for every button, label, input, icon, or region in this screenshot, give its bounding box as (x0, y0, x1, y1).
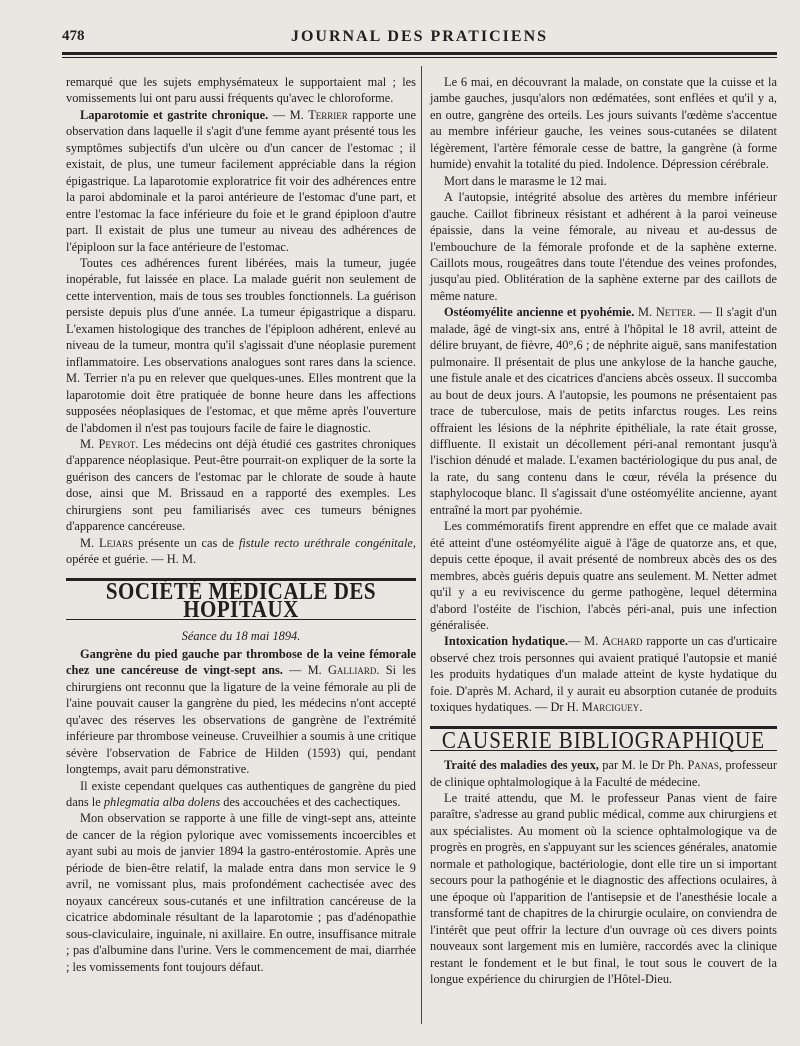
author-name: Lejars (99, 535, 134, 550)
text-fragment: , opérée et guérie. — H. M. (66, 535, 416, 567)
text-fragment: présente un cas de (133, 535, 239, 550)
author-name: Panas (687, 758, 719, 773)
article-traite (430, 757, 777, 790)
section-title: CAUSERIE BIBLIOGRAPHIQUE (441, 725, 766, 754)
text-fragment: des accouchées et des cachectiques. (220, 795, 401, 810)
page-number: 478 (62, 28, 85, 44)
journal-title: JOURNAL DES PRATICIENS (290, 28, 549, 45)
signature-name: Marciguey (581, 700, 640, 715)
paragraph: Le traité attendu, que M. le professeur Panas vient de faire paraître, s'adresse au grand public médical, comme aux chirurgiens et aux spécialistes. Au moment où la science ophtalmologique va de progrès en progrès, en s'appuyant sur les sciences générales, anatomie normale et pathologique, bactériologie, dont elle tire un si important secours pour la pathogénie et le diagnostic des affections oculaires, à une époque où l'apparition de l'antisepsie et de l'anesthésie locale a transformé tant de chapitres de la chirurgie oculaire, on conviendra de l'intérêt que peut offrir la lecture d'un ouvrage où ces divers points nouveaux sont largement mis en lumière, raccordés avec la clinique restant le fondement et le but final, le tout sous le couvert de la longue expérience du chirurgien de l'Hôtel-Dieu. (430, 791, 777, 987)
text-fragment: . (639, 700, 643, 715)
text-fragment: par M. le Dr Ph. (598, 758, 688, 773)
text-fragment: . Les médecins ont déjà étudié ces gastrites chroniques d'apparence néoplasique. Peut-être pourrait-on expliquer de la sorte la guérison des cancers de l'estomac par le chlorate de soude à haute dose, ainsi que M. Brissaud en a rapporté des exemples. Les chirurgiens sont peu familiarisés avec ces tumeurs bénignes d'apparence cancéreuse. (66, 436, 416, 534)
header-rule (62, 52, 777, 55)
article-title: Intoxication hydatique. (444, 634, 568, 649)
section-heading-box (430, 725, 777, 754)
section-title: SOCIÉTÉ MÉDICALE DES HOPITAUX (105, 576, 377, 624)
text-fragment: , professeur de clinique ophtalmologique à la Faculté de médecine. (430, 758, 777, 789)
text-fragment: . — Il s'agit d'un malade, âgé de vingt-six ans, entré à l'hôpital le 18 avril, atteint de délire bruyant, de fièvre, 40°,6 ; de néphrite aiguë, sans manifestation pulmonaire. Il présentait de plus une ankylose de la hanche gauche, une fistule anale et des cicatrices d'anciens abcès osseux. Il succomba au bout de deux jours. A l'autopsie, les poumons ne présentaient pas trace de tuberculose, mais de petits infarctus rouges. Les reins offraient les lésions de la néphrite épithéliale, la rate était grosse, diffluente. Il existait un décollement péri-anal remontant jusqu'à l'ischion dénudé et malade. L'examen bactériologique du pus anal, de la rate, du sang contenu dans le cœur, révéla la présence du staphylocoque blanc. Il s'agissait d'une ostéomyélite ancienne, ayant entraîné la mort par pyohémie. (430, 305, 777, 517)
paragraph: Les commémoratifs firent apprendre en effet que ce malade avait été atteint d'une ostéomyélite aiguë à l'âge de quatorze ans, et que, depuis cette époque, il avait présenté de nombreux abcès des os des membres, abcès guéris depuis quatre ans seulement. M. Netter admet qu'il y a eu reviviscence du germe pathogène, lequel détermina d'abord l'ostéite de l'ischion, l'abcès péri-anal, puis une infection généralisée. (430, 519, 777, 632)
text-fragment: — M. (282, 663, 328, 678)
article-title: Traité des maladies des yeux, (444, 758, 599, 773)
article-title: Ostéomyélite ancienne et pyohémie. (444, 305, 635, 320)
italic-term: fistule recto uréthrale congénitale (238, 535, 413, 550)
article-laparotomie (66, 107, 416, 255)
text-fragment: Il existe cependant quelques cas authentiques de gangrène du pied dans le (66, 778, 416, 810)
text-fragment: — M. (268, 107, 309, 122)
section-heading-box (66, 576, 416, 624)
text-fragment: M. (634, 305, 656, 320)
article-gangrene (66, 646, 416, 778)
page-header (62, 28, 777, 50)
article-title: Gangrène du pied gauche par thrombose de la veine fémorale chez une cancéreuse de vingt-sept ans. (66, 646, 416, 678)
column-divider (421, 66, 422, 1024)
author-name: Peyrot (98, 436, 136, 451)
italic-term: phlegmatia alba dolens (103, 795, 221, 810)
author-name: Terrier (308, 107, 348, 122)
paragraph: A l'autopsie, intégrité absolue des artères du membre inférieur gauche. Caillot fibrineux résistant et adhérent à la paroi veineuse épaissie, dans la veine fémorale, au niveau et au-dessus de l'embouchure de la fémorale profonde et de la saphène externe. Caillots mous, rougeâtres dans toute l'étendue des veines profondes, jusqu'au pied. Oblitération de la saphène externe par des caillots de même nature. (430, 190, 777, 303)
article-title: Laparotomie et gastrite chronique. (80, 107, 269, 122)
paragraph (66, 436, 416, 535)
text-fragment: rapporte une observation dans laquelle il s'agit d'une femme ayant présenté tous les symptômes subjectifs d'un ulcère ou d'un cancer de l'estomac ; il existait, de plus, une tumeur facilement appréciable dans la région épigastrique. La laparotomie exploratrice fit voir des adhérences entre la paroi abdominale et la paroi antérieure de l'estomac d'une part, et entre l'estomac la face inférieure du foie et le grand épiploon d'autre part. Il existait de plus une tumeur au niveau des adhérences de l'épiploon sur la face antérieure de l'estomac. (66, 107, 416, 254)
paragraph: Mon observation se rapporte à une fille de vingt-sept ans, atteinte de cancer de la région pylorique avec vomissements incoercibles et ayant subi au mois de janvier 1894 la gastro-entérostomie. Après une période de bien-être relatif, la malade entra dans mon service le 9 avril, ne vomissant plus, mais profondément cachectisée avec des noyaux cancéreux sous-cutanés et une infiltration cancéreuse de la cicatrice abdominale résultant de la laparotomie ; pas d'adénopathie sous-claviculaire, inguinale, ni axillaire. En outre, insuffisance mitrale ; pas d'albumine dans l'urine. Vers le commencement de mai, diarrhée ; les vomissements font toujours défaut. (66, 811, 416, 974)
article-intoxication (430, 633, 777, 715)
paragraph: Toutes ces adhérences furent libérées, mais la tumeur, jugée inopérable, fut laissée en place. La malade guérit non seulement de cette intervention, mais de tous ses troubles fonctionnels. La guérison persiste depuis plus d'une année. La tumeur épigastrique a disparu. L'examen histologique des tranches de l'épiploon adhérent, enlevé au niveau de la tumeur, montra qu'il s'agissait d'une néoplasie purement inflammatoire. Les observations analogues sont rares dans la science. M. Terrier n'a pu en relever que quelques-unes. Elles montrent que la laparotomie doit être pratiquée de bonne heure dans les affections supposées néoplasiques de l'estomac, et que même après l'ouverture de l'abdomen il n'est pas toujours facile de faire le diagnostic. (66, 255, 416, 435)
right-column (430, 74, 777, 987)
header-rule-thin (62, 57, 777, 58)
text-fragment: M. (80, 535, 100, 550)
paragraph (66, 535, 416, 568)
paragraph: Le 6 mai, en découvrant la malade, on constate que la cuisse et la jambe gauches, jusqu'alors non œdématées, sont enflées et qu'il y a, en outre, gangrène des orteils. Les jours suivants l'œdème s'accentue au membre inférieur gauche, les veines sous-cutanées se dilatent légèrement, l'artère fémorale cesse de battre, la gangrène (à forme humide) envahit la totalité du pied. Indolence. Dépression cérébrale. (430, 75, 777, 172)
author-name: Achard (602, 634, 643, 649)
seance-date: Séance du 18 mai 1894. (181, 628, 301, 643)
author-name: Netter (655, 305, 693, 320)
text-fragment: rapporte un cas d'urticaire observé chez trois personnes qui avaient pratiqué l'autopsie et manié les produits hydatiques d'un malade atteint de kyste hydatique du foie. D'après M. Achard, il y aurait eu absorption cutanée de produits toxiques hydatiques. — Dr H. (430, 634, 778, 715)
article-osteomyelite (430, 304, 777, 518)
paragraph: Mort dans le marasme le 12 mai. (444, 173, 607, 188)
author-name: Galliard (327, 663, 377, 678)
text-fragment: — M. (567, 634, 603, 649)
paragraph (66, 778, 416, 811)
paragraph: remarqué que les sujets emphysémateux le supportaient mal ; les vomissements lui ont paru aussi fréquents qu'avec le chloroforme. (66, 75, 416, 106)
text-fragment: . Si les chirurgiens ont reconnu que la ligature de la veine fémorale au pli de l'aine pouvait causer la gangrène du pied, les médecins n'ont accepté qu'avec des réserves les observations de gangrène de l'extrémité inférieure par thrombose veineuse. Cruveilhier a soumis à une critique sévère l'observation de Fabrice de Hilden (1593) qui, pendant longtemps, avait paru démonstrative. (66, 663, 416, 777)
left-column (66, 74, 416, 975)
text-fragment: M. (80, 436, 99, 451)
